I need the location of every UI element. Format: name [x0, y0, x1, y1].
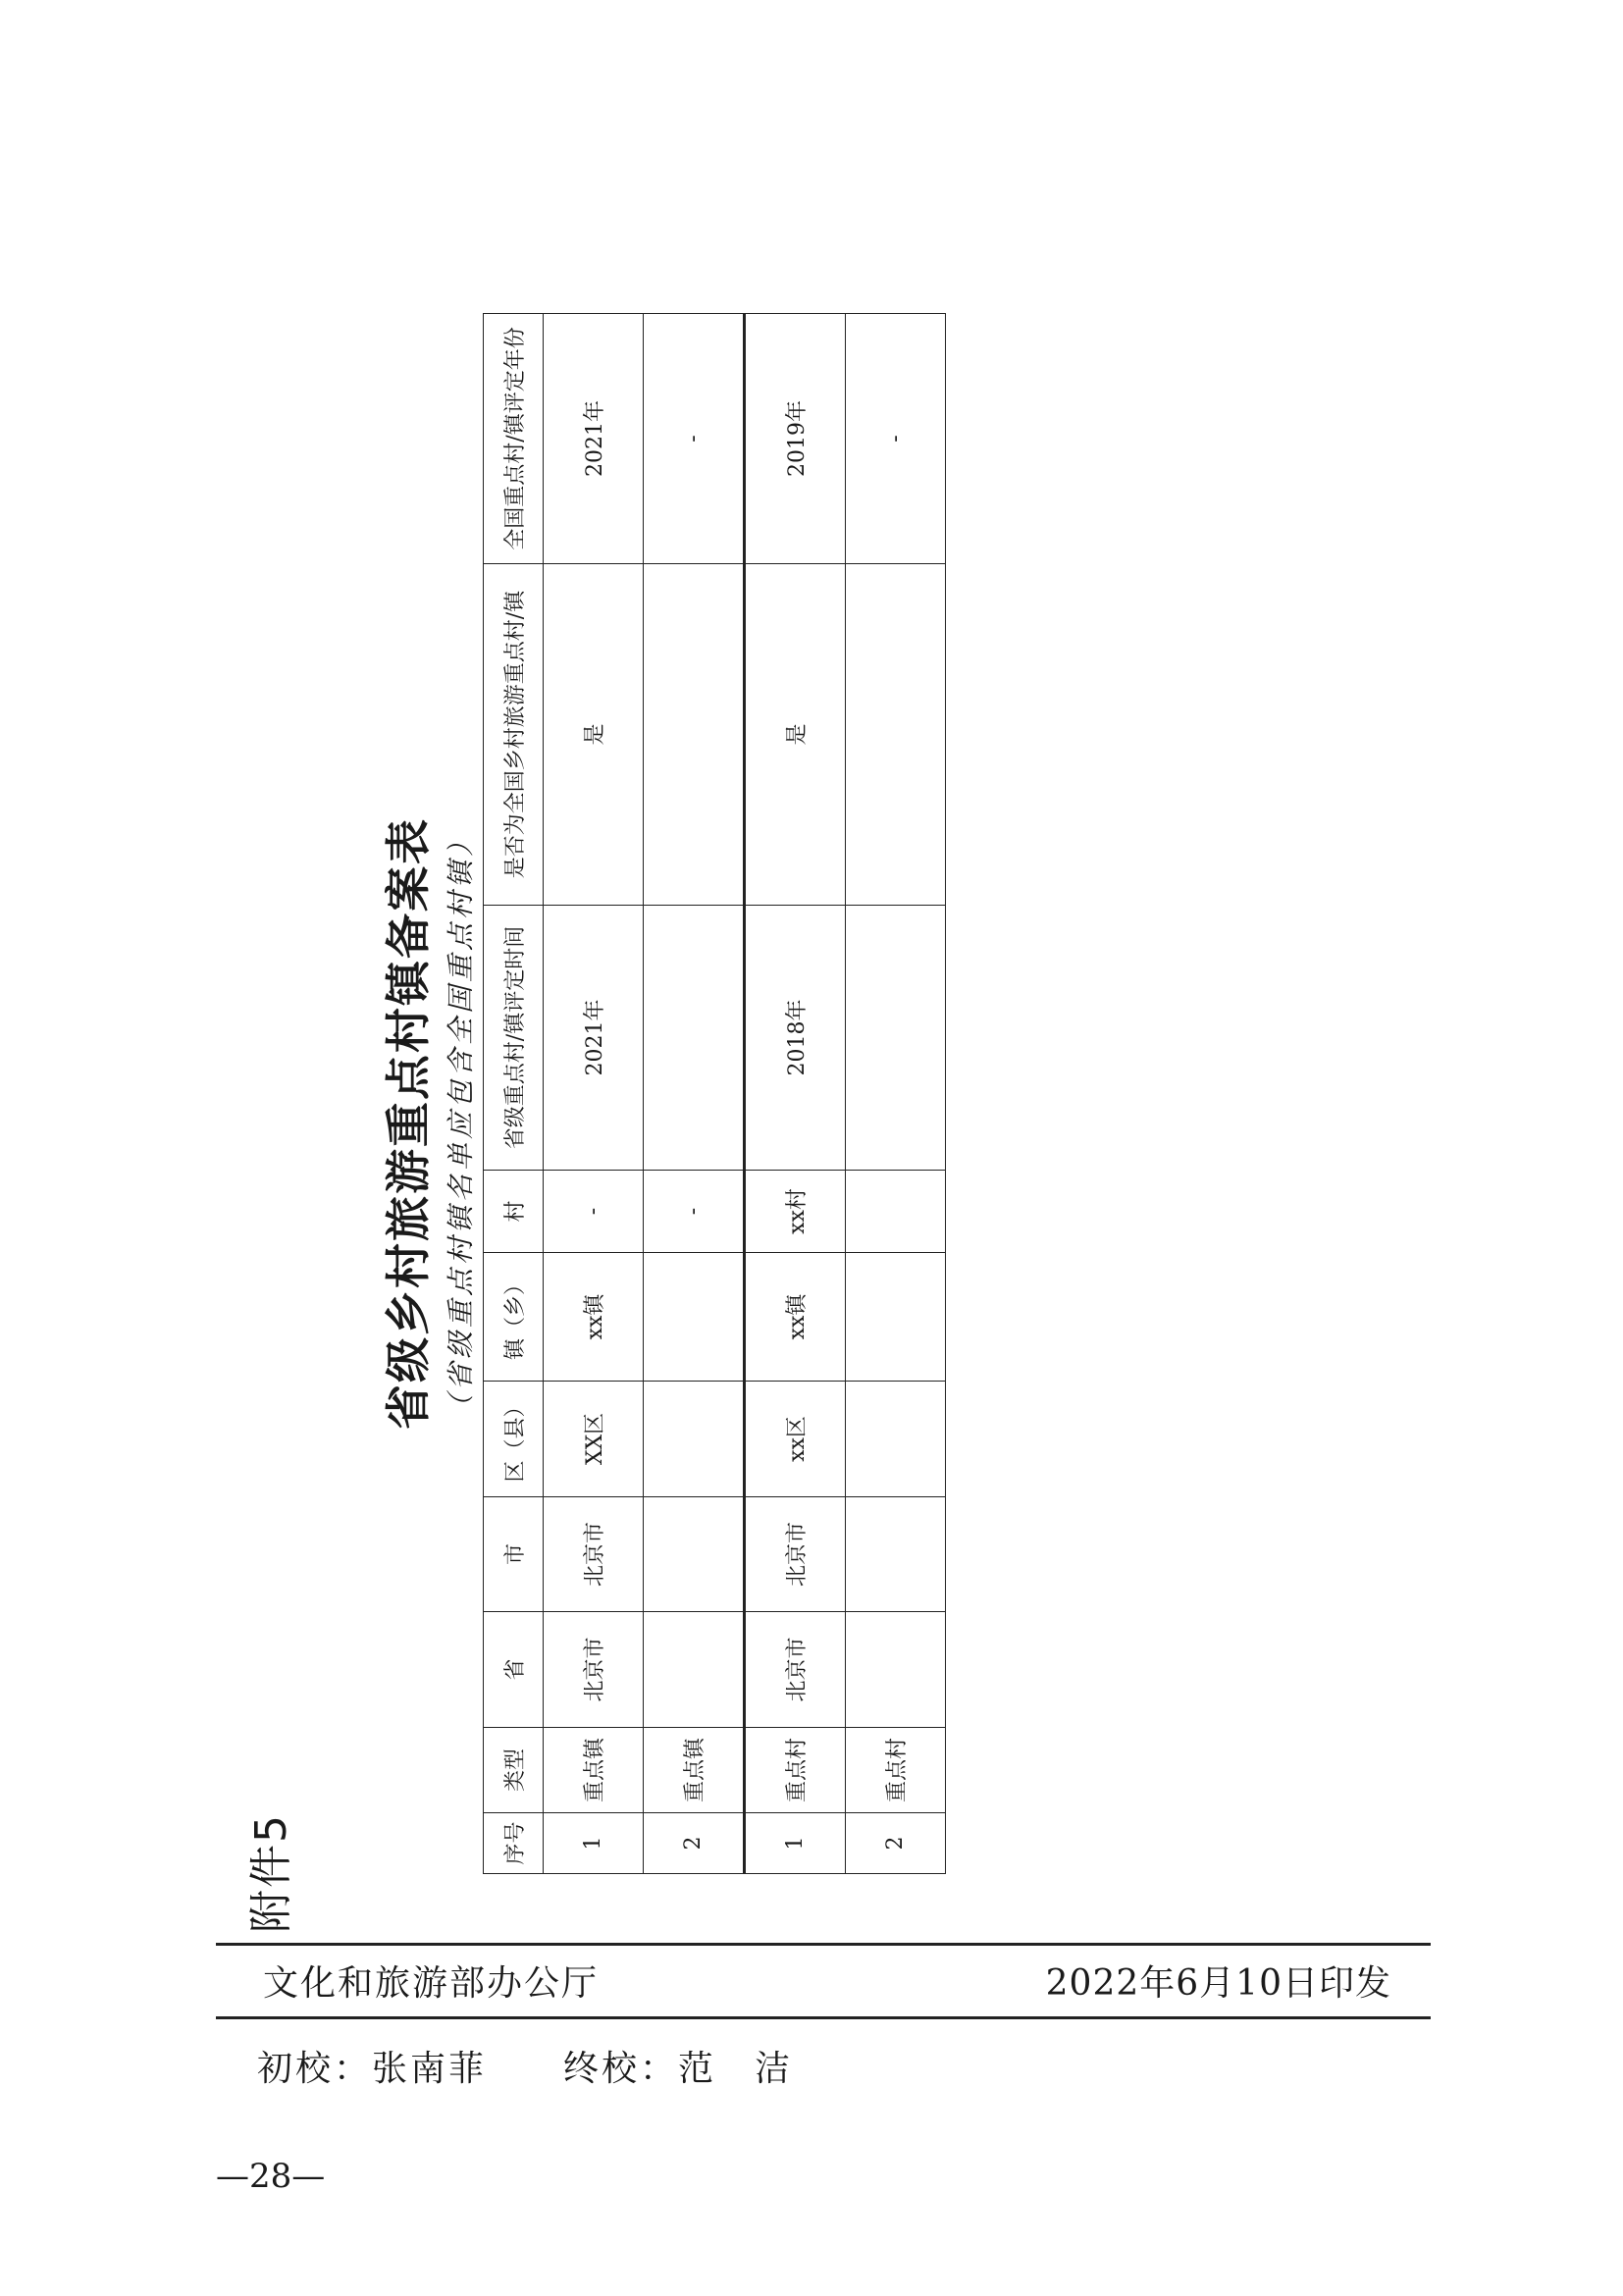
cell: 2021年 [544, 314, 644, 564]
cell: 北京市 [745, 1612, 846, 1728]
cell: xx镇 [745, 1253, 846, 1382]
cell: 重点镇 [644, 1728, 745, 1813]
cell: - [846, 314, 946, 564]
cell [644, 1612, 745, 1728]
cell: - [644, 1171, 745, 1253]
cell: 2 [644, 1813, 745, 1874]
cell: 2018年 [745, 906, 846, 1171]
cell [644, 564, 745, 906]
proofreaders: 初校：张南菲 终校：范 洁 [257, 2049, 794, 2089]
cell: - [544, 1171, 644, 1253]
header-district: 区（县） [484, 1382, 544, 1497]
footer-top-rule [216, 1943, 1431, 1946]
cell [846, 564, 946, 906]
cell: - [644, 314, 745, 564]
cell: 重点村 [846, 1728, 946, 1813]
cell: 北京市 [544, 1497, 644, 1612]
cell: 2 [846, 1813, 946, 1874]
cell: 1 [544, 1813, 644, 1874]
cell [644, 1253, 745, 1382]
cell [846, 1382, 946, 1497]
footer-bottom-rule [216, 2016, 1431, 2019]
cell [846, 1612, 946, 1728]
header-national-year: 全国重点村/镇评定年份 [484, 314, 544, 564]
table-row [644, 314, 745, 1874]
table-row [544, 314, 644, 1874]
cell: 重点村 [745, 1728, 846, 1813]
footer-issuer: 文化和旅游部办公厅 [263, 1963, 600, 2004]
cell: 是 [544, 564, 644, 906]
header-type: 类型 [484, 1728, 544, 1813]
cell: 2019年 [745, 314, 846, 564]
cell [846, 1171, 946, 1253]
cell: 重点镇 [544, 1728, 644, 1813]
header-province: 省 [484, 1612, 544, 1728]
attachment-label: 附件5 [246, 1813, 296, 1933]
cell [644, 1497, 745, 1612]
cell: 1 [745, 1813, 846, 1874]
cell [846, 1497, 946, 1612]
cell: xx镇 [544, 1253, 644, 1382]
filing-table [483, 313, 946, 1874]
cell [644, 906, 745, 1171]
header-town: 镇（乡） [484, 1253, 544, 1382]
table-row [846, 314, 946, 1874]
cell: 2021年 [544, 906, 644, 1171]
cell: xx区 [745, 1382, 846, 1497]
cell: 北京市 [745, 1497, 846, 1612]
table-header-row [484, 314, 544, 1874]
table-title: 省级乡村旅游重点村镇备案表 [382, 817, 435, 1430]
rotated-landscape-area [226, 314, 932, 1933]
table-row [745, 314, 846, 1874]
header-provincial-date: 省级重点村/镇评定时间 [484, 906, 544, 1171]
header-village: 村 [484, 1171, 544, 1253]
cell: xx村 [745, 1171, 846, 1253]
cell [846, 1253, 946, 1382]
page-number: —28— [216, 2157, 326, 2196]
footer-date: 2022年6月10日印发 [1045, 1963, 1391, 2004]
header-index: 序号 [484, 1813, 544, 1874]
header-is-national: 是否为全国乡村旅游重点村/镇 [484, 564, 544, 906]
cell: 北京市 [544, 1612, 644, 1728]
cell [846, 906, 946, 1171]
cell: 是 [745, 564, 846, 906]
cell [644, 1382, 745, 1497]
header-city: 市 [484, 1497, 544, 1612]
cell: XX区 [544, 1382, 644, 1497]
table-subtitle: （省级重点村镇名单应包含全国重点村镇） [445, 825, 477, 1423]
